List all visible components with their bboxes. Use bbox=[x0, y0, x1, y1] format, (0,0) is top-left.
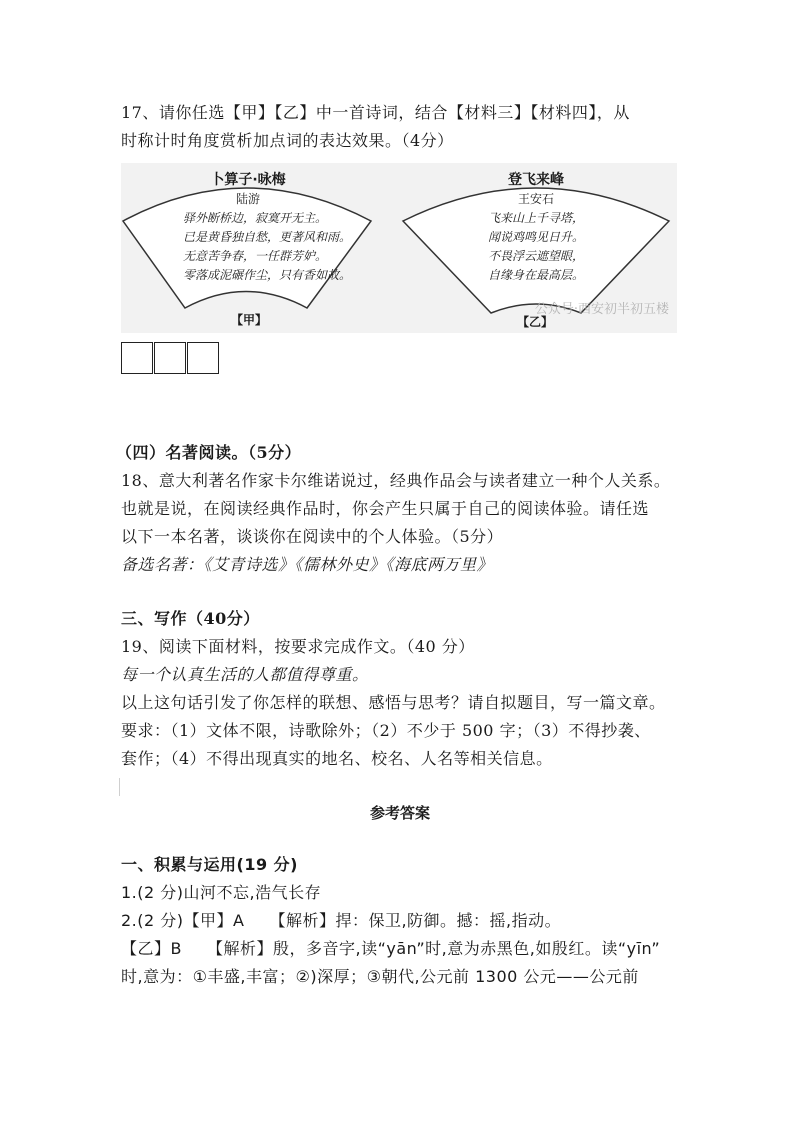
q18-line-3: 以下一本名著，谈谈你在阅读中的个人体验。（5分） bbox=[121, 527, 504, 546]
answer-line-4: 时,意为：①丰盛,丰富；②)深厚；③朝代,公元前 1300 公元——公元前 bbox=[121, 967, 639, 986]
poem-yi bbox=[471, 171, 601, 285]
poem-yi-line: 自缘身在最高层。 bbox=[487, 268, 584, 282]
poem-yi-author: 王安石 bbox=[517, 192, 554, 206]
q19-line-5: 套作；（4）不得出现真实的地名、校名、人名等相关信息。 bbox=[121, 749, 553, 768]
q18-line-1: 18、意大利著名作家卡尔维诺说过，经典作品会与读者建立一种个人关系。 bbox=[121, 471, 671, 490]
poem-jia-label: 【甲】 bbox=[231, 313, 268, 327]
q17-line-1: 17、请你任选【甲】【乙】中一首诗词，结合【材料三】【材料四】，从 bbox=[121, 103, 630, 122]
poem-jia-line: 无意苦争春，一任群芳妒。 bbox=[183, 249, 328, 263]
answers-section-title: 一、积累与运用(19 分) bbox=[121, 855, 298, 874]
q18-section-title: （四）名著阅读。（5分） bbox=[116, 443, 302, 462]
poem-jia-title: 卜算子·咏梅 bbox=[210, 172, 286, 188]
page-divider bbox=[119, 778, 120, 796]
answer-box[interactable] bbox=[121, 342, 153, 374]
poem-yi-line: 飞来山上千寻塔， bbox=[487, 211, 584, 225]
q19-line-1: 19、阅读下面材料，按要求完成作文。（40 分） bbox=[121, 637, 475, 656]
q19-section-title: 三、写作（40分） bbox=[121, 609, 260, 628]
watermark: 公众号·西安初半初五楼 bbox=[534, 302, 669, 317]
answer-line-1: 1.(2 分)山河不忘,浩气长存 bbox=[121, 883, 322, 902]
poem-fans-image bbox=[121, 163, 677, 333]
poem-jia bbox=[183, 171, 352, 285]
q19-material: 每一个认真生活的人都值得尊重。 bbox=[121, 665, 369, 684]
poem-yi-line: 不畏浮云遮望眼， bbox=[487, 249, 584, 263]
q17-line-2: 时称计时角度赏析加点词的表达效果。（4分） bbox=[121, 131, 454, 150]
answer-line-3: 【乙】B 【解析】殷，多音字,读“yān”时,意为赤黑色,如殷红。读“yīn” bbox=[121, 939, 661, 958]
q18-line-2: 也就是说，在阅读经典作品时，你会产生只属于自己的阅读体验。请任选 bbox=[121, 499, 650, 518]
q19-line-3: 以上这句话引发了你怎样的联想、感悟与思考？请自拟题目，写一篇文章。 bbox=[121, 693, 666, 712]
answer-box[interactable] bbox=[187, 342, 219, 374]
answer-boxes bbox=[121, 342, 220, 374]
poem-jia-line: 已是黄昏独自愁，更著风和雨。 bbox=[183, 230, 352, 244]
answer-line-2: 2.(2 分)【甲】A 【解析】捍：保卫,防御。撼：摇,指动。 bbox=[121, 911, 562, 930]
answer-box[interactable] bbox=[154, 342, 186, 374]
poem-yi-label: 【乙】 bbox=[517, 315, 554, 329]
q19-line-4: 要求：（1）文体不限，诗歌除外；（2）不少于 500 字；（3）不得抄袭、 bbox=[121, 721, 651, 740]
poem-jia-line: 零落成泥碾作尘，只有香如故。 bbox=[183, 268, 352, 282]
poem-yi-title: 登飞来峰 bbox=[508, 172, 564, 188]
poem-yi-line: 闻说鸡鸣见日升。 bbox=[487, 230, 584, 244]
answers-title: 参考答案 bbox=[369, 804, 430, 822]
poem-jia-line: 驿外断桥边，寂寞开无主。 bbox=[183, 211, 328, 225]
poem-jia-author: 陆游 bbox=[235, 192, 260, 206]
q18-line-4: 备选名著：《艾青诗选》《儒林外史》《海底两万里》 bbox=[121, 555, 494, 574]
